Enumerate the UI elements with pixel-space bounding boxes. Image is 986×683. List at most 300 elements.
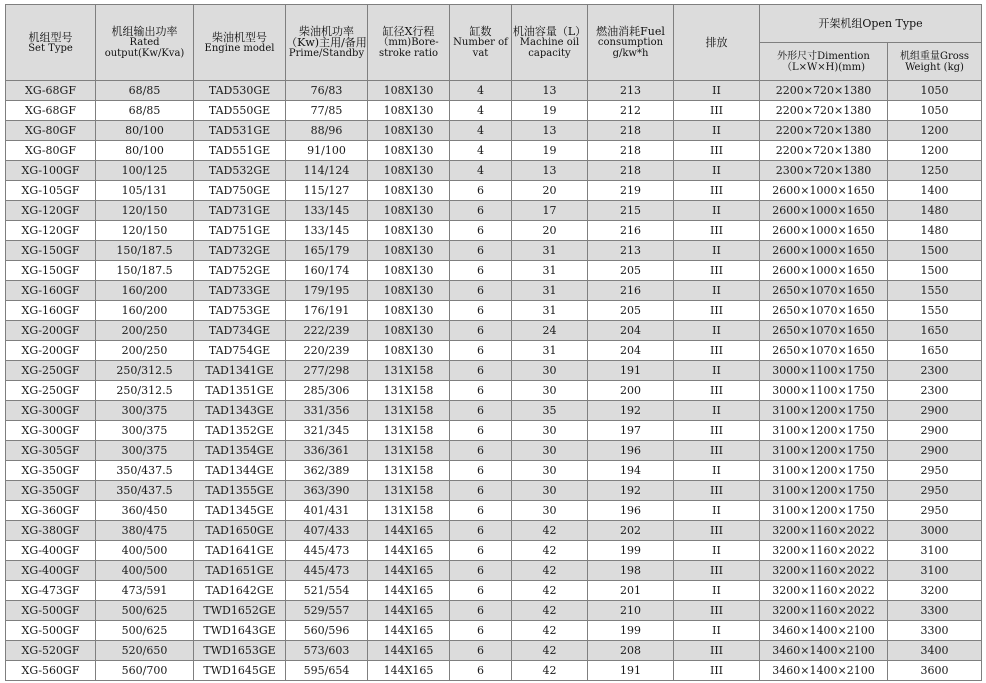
cell-weight: 2900 xyxy=(888,401,982,421)
cell-weight: 1050 xyxy=(888,81,982,101)
table-row xyxy=(6,341,982,361)
cell-emission: II xyxy=(674,201,760,221)
cell-weight: 1650 xyxy=(888,341,982,361)
cell-dimension: 3100×1200×1750 xyxy=(760,461,888,481)
table-row xyxy=(6,481,982,501)
cell-weight: 1550 xyxy=(888,301,982,321)
header-engine-model xyxy=(194,5,286,81)
cell-rated-output: 520/650 xyxy=(96,641,194,661)
cell-weight: 3300 xyxy=(888,601,982,621)
cell-vat: 6 xyxy=(450,481,512,501)
cell-vat: 6 xyxy=(450,241,512,261)
cell-vat: 6 xyxy=(450,281,512,301)
cell-bore-stroke: 108X130 xyxy=(368,321,450,341)
table-row xyxy=(6,581,982,601)
header-fuel-consumption xyxy=(588,5,674,81)
table-row xyxy=(6,361,982,381)
cell-engine-model: TAD1343GE xyxy=(194,401,286,421)
cell-engine-model: TAD731GE xyxy=(194,201,286,221)
cell-emission: II xyxy=(674,81,760,101)
header-vat xyxy=(450,5,512,81)
cell-rated-output: 300/375 xyxy=(96,441,194,461)
header-open-type xyxy=(760,5,982,43)
cell-dimension: 2650×1070×1650 xyxy=(760,341,888,361)
cell-engine-model: TAD1344GE xyxy=(194,461,286,481)
header-rated-output-en: Rated output(Kw/Kva) xyxy=(104,37,185,59)
cell-engine-model: TAD531GE xyxy=(194,121,286,141)
cell-bore-stroke: 144X165 xyxy=(368,541,450,561)
cell-weight: 3100 xyxy=(888,541,982,561)
table-row xyxy=(6,601,982,621)
cell-prime-standby: 445/473 xyxy=(286,561,368,581)
spec-table-container xyxy=(5,4,982,681)
cell-engine-model: TAD530GE xyxy=(194,81,286,101)
cell-weight: 3400 xyxy=(888,641,982,661)
cell-oil-capacity: 31 xyxy=(512,301,588,321)
cell-dimension: 3200×1160×2022 xyxy=(760,601,888,621)
cell-rated-output: 350/437.5 xyxy=(96,481,194,501)
cell-dimension: 2600×1000×1650 xyxy=(760,241,888,261)
header-fuel-en: consumption g/kw*h xyxy=(597,37,664,59)
cell-bore-stroke: 131X158 xyxy=(368,361,450,381)
header-vat-en: Number of vat xyxy=(453,37,508,59)
cell-rated-output: 80/100 xyxy=(96,141,194,161)
cell-rated-output: 473/591 xyxy=(96,581,194,601)
cell-rated-output: 160/200 xyxy=(96,301,194,321)
cell-emission: II xyxy=(674,281,760,301)
cell-bore-stroke: 144X165 xyxy=(368,661,450,681)
cell-set-type: XG-250GF xyxy=(6,361,96,381)
cell-engine-model: TAD1352GE xyxy=(194,421,286,441)
cell-set-type: XG-300GF xyxy=(6,421,96,441)
cell-bore-stroke: 144X165 xyxy=(368,581,450,601)
cell-weight: 1500 xyxy=(888,261,982,281)
cell-set-type: XG-120GF xyxy=(6,201,96,221)
cell-emission: III xyxy=(674,521,760,541)
cell-dimension: 3000×1100×1750 xyxy=(760,381,888,401)
cell-rated-output: 160/200 xyxy=(96,281,194,301)
table-row xyxy=(6,261,982,281)
cell-bore-stroke: 108X130 xyxy=(368,261,450,281)
table-row xyxy=(6,661,982,681)
cell-emission: III xyxy=(674,141,760,161)
cell-dimension: 2650×1070×1650 xyxy=(760,281,888,301)
cell-fuel-consumption: 192 xyxy=(588,401,674,421)
cell-bore-stroke: 108X130 xyxy=(368,181,450,201)
cell-dimension: 2600×1000×1650 xyxy=(760,181,888,201)
cell-oil-capacity: 42 xyxy=(512,601,588,621)
cell-engine-model: TAD1641GE xyxy=(194,541,286,561)
cell-emission: III xyxy=(674,381,760,401)
cell-engine-model: TAD754GE xyxy=(194,341,286,361)
cell-weight: 1400 xyxy=(888,181,982,201)
cell-fuel-consumption: 196 xyxy=(588,441,674,461)
table-row xyxy=(6,501,982,521)
cell-fuel-consumption: 218 xyxy=(588,161,674,181)
cell-fuel-consumption: 199 xyxy=(588,621,674,641)
cell-set-type: XG-520GF xyxy=(6,641,96,661)
cell-prime-standby: 179/195 xyxy=(286,281,368,301)
cell-emission: II xyxy=(674,401,760,421)
cell-set-type: XG-105GF xyxy=(6,181,96,201)
cell-rated-output: 560/700 xyxy=(96,661,194,681)
header-rated-output-cn: 机组输出功率 xyxy=(111,25,178,38)
cell-bore-stroke: 108X130 xyxy=(368,121,450,141)
cell-engine-model: TAD733GE xyxy=(194,281,286,301)
cell-vat: 6 xyxy=(450,181,512,201)
cell-fuel-consumption: 216 xyxy=(588,221,674,241)
cell-prime-standby: 560/596 xyxy=(286,621,368,641)
cell-rated-output: 500/625 xyxy=(96,621,194,641)
table-row xyxy=(6,421,982,441)
header-bore-stroke-en: （mm)Bore-stroke ratio xyxy=(378,37,439,59)
cell-fuel-consumption: 213 xyxy=(588,241,674,261)
cell-set-type: XG-300GF xyxy=(6,401,96,421)
header-engine-model-cn: 柴油机型号 xyxy=(212,30,267,44)
cell-prime-standby: 76/83 xyxy=(286,81,368,101)
header-set-type xyxy=(6,5,96,81)
table-row xyxy=(6,381,982,401)
cell-emission: III xyxy=(674,101,760,121)
cell-emission: II xyxy=(674,461,760,481)
cell-dimension: 2600×1000×1650 xyxy=(760,201,888,221)
cell-fuel-consumption: 202 xyxy=(588,521,674,541)
cell-fuel-consumption: 200 xyxy=(588,381,674,401)
cell-vat: 6 xyxy=(450,201,512,221)
header-emission-label: 排放 xyxy=(705,36,728,49)
cell-fuel-consumption: 216 xyxy=(588,281,674,301)
cell-prime-standby: 115/127 xyxy=(286,181,368,201)
header-bore-stroke xyxy=(368,5,450,81)
cell-vat: 6 xyxy=(450,461,512,481)
cell-rated-output: 250/312.5 xyxy=(96,361,194,381)
cell-set-type: XG-360GF xyxy=(6,501,96,521)
cell-set-type: XG-160GF xyxy=(6,281,96,301)
cell-dimension: 3000×1100×1750 xyxy=(760,361,888,381)
header-set-type-en: Set Type xyxy=(28,42,73,54)
cell-oil-capacity: 17 xyxy=(512,201,588,221)
cell-prime-standby: 133/145 xyxy=(286,221,368,241)
table-header xyxy=(6,5,982,81)
cell-emission: III xyxy=(674,641,760,661)
cell-engine-model: TAD1642GE xyxy=(194,581,286,601)
cell-oil-capacity: 20 xyxy=(512,221,588,241)
cell-prime-standby: 336/361 xyxy=(286,441,368,461)
cell-rated-output: 300/375 xyxy=(96,421,194,441)
cell-rated-output: 250/312.5 xyxy=(96,381,194,401)
cell-fuel-consumption: 210 xyxy=(588,601,674,621)
cell-oil-capacity: 30 xyxy=(512,381,588,401)
cell-weight: 3100 xyxy=(888,561,982,581)
table-row xyxy=(6,181,982,201)
cell-fuel-consumption: 205 xyxy=(588,301,674,321)
cell-oil-capacity: 35 xyxy=(512,401,588,421)
cell-engine-model: TAD550GE xyxy=(194,101,286,121)
cell-oil-capacity: 31 xyxy=(512,261,588,281)
cell-emission: III xyxy=(674,661,760,681)
cell-oil-capacity: 42 xyxy=(512,621,588,641)
cell-weight: 2950 xyxy=(888,481,982,501)
table-row xyxy=(6,301,982,321)
cell-rated-output: 120/150 xyxy=(96,201,194,221)
table-row xyxy=(6,241,982,261)
cell-prime-standby: 176/191 xyxy=(286,301,368,321)
cell-dimension: 3200×1160×2022 xyxy=(760,541,888,561)
cell-oil-capacity: 42 xyxy=(512,581,588,601)
cell-engine-model: TAD751GE xyxy=(194,221,286,241)
table-row xyxy=(6,321,982,341)
cell-set-type: XG-350GF xyxy=(6,481,96,501)
cell-prime-standby: 88/96 xyxy=(286,121,368,141)
cell-oil-capacity: 13 xyxy=(512,161,588,181)
cell-weight: 3200 xyxy=(888,581,982,601)
cell-rated-output: 360/450 xyxy=(96,501,194,521)
cell-set-type: XG-500GF xyxy=(6,621,96,641)
cell-emission: III xyxy=(674,301,760,321)
cell-prime-standby: 77/85 xyxy=(286,101,368,121)
cell-emission: II xyxy=(674,161,760,181)
cell-set-type: XG-473GF xyxy=(6,581,96,601)
cell-dimension: 2650×1070×1650 xyxy=(760,301,888,321)
cell-fuel-consumption: 205 xyxy=(588,261,674,281)
cell-rated-output: 300/375 xyxy=(96,401,194,421)
cell-prime-standby: 573/603 xyxy=(286,641,368,661)
cell-set-type: XG-350GF xyxy=(6,461,96,481)
cell-oil-capacity: 30 xyxy=(512,421,588,441)
cell-weight: 1550 xyxy=(888,281,982,301)
cell-prime-standby: 133/145 xyxy=(286,201,368,221)
cell-emission: III xyxy=(674,421,760,441)
cell-prime-standby: 445/473 xyxy=(286,541,368,561)
cell-vat: 6 xyxy=(450,261,512,281)
cell-emission: III xyxy=(674,601,760,621)
cell-bore-stroke: 144X165 xyxy=(368,521,450,541)
cell-engine-model: TAD1351GE xyxy=(194,381,286,401)
header-open-type-label: 开架机组Open Type xyxy=(818,17,923,30)
cell-bore-stroke: 108X130 xyxy=(368,281,450,301)
cell-prime-standby: 363/390 xyxy=(286,481,368,501)
header-oil-capacity xyxy=(512,5,588,81)
cell-bore-stroke: 108X130 xyxy=(368,241,450,261)
cell-emission: III xyxy=(674,221,760,241)
table-row xyxy=(6,201,982,221)
cell-bore-stroke: 108X130 xyxy=(368,161,450,181)
table-row xyxy=(6,521,982,541)
cell-dimension: 3100×1200×1750 xyxy=(760,421,888,441)
cell-bore-stroke: 131X158 xyxy=(368,501,450,521)
cell-dimension: 3100×1200×1750 xyxy=(760,481,888,501)
cell-weight: 2300 xyxy=(888,381,982,401)
cell-engine-model: TAD1650GE xyxy=(194,521,286,541)
cell-weight: 2900 xyxy=(888,421,982,441)
cell-rated-output: 150/187.5 xyxy=(96,261,194,281)
header-bore-stroke-cn: 缸径X行程 xyxy=(382,25,435,38)
cell-bore-stroke: 108X130 xyxy=(368,101,450,121)
header-weight-label: 机组重量Gross Weight (kg) xyxy=(899,50,970,73)
cell-oil-capacity: 19 xyxy=(512,101,588,121)
cell-prime-standby: 285/306 xyxy=(286,381,368,401)
cell-bore-stroke: 108X130 xyxy=(368,141,450,161)
cell-set-type: XG-200GF xyxy=(6,341,96,361)
cell-prime-standby: 222/239 xyxy=(286,321,368,341)
cell-weight: 1500 xyxy=(888,241,982,261)
cell-engine-model: TAD532GE xyxy=(194,161,286,181)
generator-spec-table xyxy=(5,4,982,681)
cell-weight: 1480 xyxy=(888,201,982,221)
cell-emission: II xyxy=(674,501,760,521)
cell-vat: 6 xyxy=(450,401,512,421)
cell-bore-stroke: 108X130 xyxy=(368,301,450,321)
table-row xyxy=(6,81,982,101)
cell-engine-model: TWD1643GE xyxy=(194,621,286,641)
cell-bore-stroke: 131X158 xyxy=(368,481,450,501)
cell-emission: III xyxy=(674,261,760,281)
cell-emission: II xyxy=(674,581,760,601)
cell-oil-capacity: 42 xyxy=(512,521,588,541)
cell-emission: II xyxy=(674,541,760,561)
cell-dimension: 3200×1160×2022 xyxy=(760,561,888,581)
cell-set-type: XG-68GF xyxy=(6,81,96,101)
cell-set-type: XG-400GF xyxy=(6,561,96,581)
cell-dimension: 3200×1160×2022 xyxy=(760,521,888,541)
cell-weight: 1250 xyxy=(888,161,982,181)
cell-bore-stroke: 108X130 xyxy=(368,201,450,221)
header-emission xyxy=(674,5,760,81)
cell-dimension: 3460×1400×2100 xyxy=(760,621,888,641)
cell-dimension: 3100×1200×1750 xyxy=(760,441,888,461)
cell-vat: 6 xyxy=(450,521,512,541)
cell-emission: II xyxy=(674,361,760,381)
cell-oil-capacity: 20 xyxy=(512,181,588,201)
cell-emission: II xyxy=(674,121,760,141)
cell-prime-standby: 521/554 xyxy=(286,581,368,601)
cell-rated-output: 105/131 xyxy=(96,181,194,201)
table-row xyxy=(6,221,982,241)
cell-dimension: 3460×1400×2100 xyxy=(760,641,888,661)
cell-weight: 2300 xyxy=(888,361,982,381)
cell-weight: 3600 xyxy=(888,661,982,681)
cell-prime-standby: 407/433 xyxy=(286,521,368,541)
cell-engine-model: TAD1651GE xyxy=(194,561,286,581)
cell-dimension: 3100×1200×1750 xyxy=(760,501,888,521)
cell-rated-output: 120/150 xyxy=(96,221,194,241)
cell-fuel-consumption: 191 xyxy=(588,361,674,381)
cell-prime-standby: 91/100 xyxy=(286,141,368,161)
cell-dimension: 2300×720×1380 xyxy=(760,161,888,181)
cell-weight: 1200 xyxy=(888,141,982,161)
header-dimension xyxy=(760,43,888,81)
cell-vat: 6 xyxy=(450,641,512,661)
cell-engine-model: TWD1652GE xyxy=(194,601,286,621)
cell-bore-stroke: 131X158 xyxy=(368,401,450,421)
cell-engine-model: TAD1355GE xyxy=(194,481,286,501)
cell-engine-model: TAD734GE xyxy=(194,321,286,341)
cell-rated-output: 500/625 xyxy=(96,601,194,621)
table-row xyxy=(6,441,982,461)
cell-oil-capacity: 42 xyxy=(512,561,588,581)
cell-vat: 4 xyxy=(450,141,512,161)
cell-bore-stroke: 131X158 xyxy=(368,421,450,441)
cell-vat: 6 xyxy=(450,421,512,441)
cell-fuel-consumption: 219 xyxy=(588,181,674,201)
cell-oil-capacity: 30 xyxy=(512,361,588,381)
cell-set-type: XG-150GF xyxy=(6,261,96,281)
cell-prime-standby: 114/124 xyxy=(286,161,368,181)
cell-rated-output: 200/250 xyxy=(96,321,194,341)
cell-set-type: XG-80GF xyxy=(6,141,96,161)
cell-oil-capacity: 24 xyxy=(512,321,588,341)
cell-bore-stroke: 144X165 xyxy=(368,641,450,661)
cell-bore-stroke: 131X158 xyxy=(368,441,450,461)
cell-bore-stroke: 144X165 xyxy=(368,621,450,641)
cell-dimension: 2600×1000×1650 xyxy=(760,261,888,281)
cell-emission: III xyxy=(674,341,760,361)
header-fuel-cn: 燃油消耗Fuel xyxy=(596,25,665,38)
cell-rated-output: 68/85 xyxy=(96,101,194,121)
header-prime-standby-en: Prime/Standby xyxy=(288,48,365,59)
cell-fuel-consumption: 213 xyxy=(588,81,674,101)
cell-dimension: 2200×720×1380 xyxy=(760,121,888,141)
header-vat-cn: 缸数 xyxy=(469,25,492,38)
cell-oil-capacity: 13 xyxy=(512,81,588,101)
cell-fuel-consumption: 215 xyxy=(588,201,674,221)
cell-rated-output: 150/187.5 xyxy=(96,241,194,261)
header-oil-capacity-cn: 机油容量（L） xyxy=(512,25,587,38)
cell-engine-model: TAD732GE xyxy=(194,241,286,261)
cell-prime-standby: 529/557 xyxy=(286,601,368,621)
cell-engine-model: TWD1645GE xyxy=(194,661,286,681)
table-row xyxy=(6,161,982,181)
cell-fuel-consumption: 201 xyxy=(588,581,674,601)
cell-vat: 4 xyxy=(450,81,512,101)
cell-bore-stroke: 108X130 xyxy=(368,341,450,361)
cell-rated-output: 400/500 xyxy=(96,561,194,581)
cell-prime-standby: 362/389 xyxy=(286,461,368,481)
cell-weight: 1200 xyxy=(888,121,982,141)
cell-prime-standby: 160/174 xyxy=(286,261,368,281)
cell-oil-capacity: 42 xyxy=(512,641,588,661)
cell-fuel-consumption: 212 xyxy=(588,101,674,121)
cell-oil-capacity: 42 xyxy=(512,541,588,561)
cell-rated-output: 68/85 xyxy=(96,81,194,101)
cell-weight: 1480 xyxy=(888,221,982,241)
cell-emission: III xyxy=(674,181,760,201)
cell-weight: 1650 xyxy=(888,321,982,341)
cell-dimension: 2200×720×1380 xyxy=(760,101,888,121)
header-prime-standby xyxy=(286,5,368,81)
cell-dimension: 2200×720×1380 xyxy=(760,141,888,161)
cell-oil-capacity: 30 xyxy=(512,481,588,501)
cell-engine-model: TAD1341GE xyxy=(194,361,286,381)
cell-dimension: 3200×1160×2022 xyxy=(760,581,888,601)
cell-vat: 6 xyxy=(450,361,512,381)
table-row xyxy=(6,641,982,661)
cell-prime-standby: 321/345 xyxy=(286,421,368,441)
cell-engine-model: TWD1653GE xyxy=(194,641,286,661)
cell-set-type: XG-68GF xyxy=(6,101,96,121)
cell-rated-output: 200/250 xyxy=(96,341,194,361)
cell-emission: III xyxy=(674,481,760,501)
cell-oil-capacity: 19 xyxy=(512,141,588,161)
table-row xyxy=(6,281,982,301)
cell-dimension: 3460×1400×2100 xyxy=(760,661,888,681)
cell-vat: 6 xyxy=(450,381,512,401)
cell-bore-stroke: 108X130 xyxy=(368,221,450,241)
cell-rated-output: 380/475 xyxy=(96,521,194,541)
cell-bore-stroke: 131X158 xyxy=(368,381,450,401)
cell-bore-stroke: 131X158 xyxy=(368,461,450,481)
cell-oil-capacity: 30 xyxy=(512,461,588,481)
